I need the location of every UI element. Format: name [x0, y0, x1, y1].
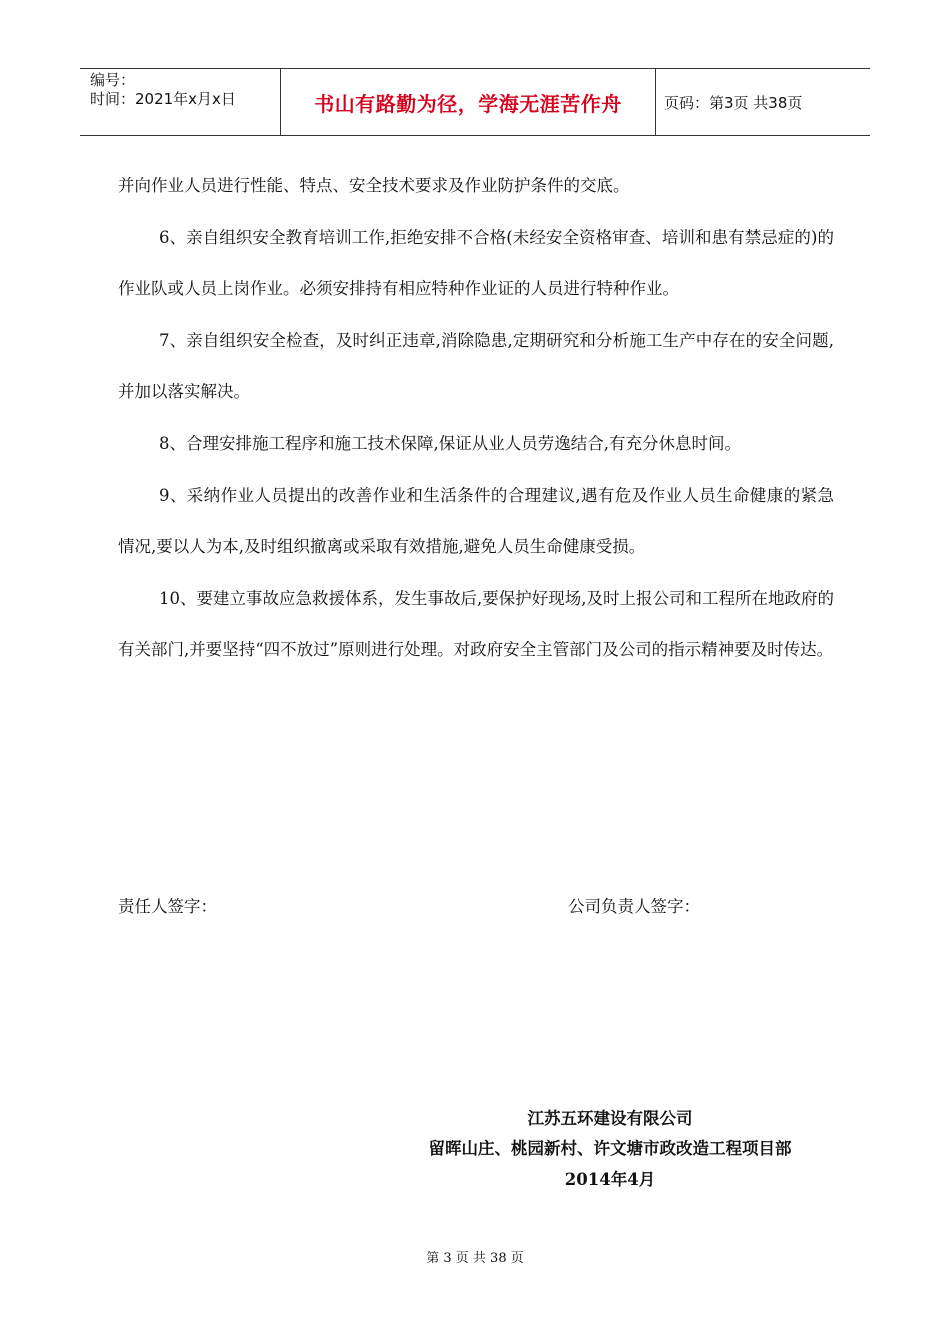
- document-number-label: 编号：: [90, 71, 136, 89]
- paragraph-item-8: 8、合理安排施工程序和施工技术保障,保证从业人员劳逸结合,有充分休息时间。: [159, 433, 741, 453]
- page-header: [80, 68, 870, 136]
- company-name: 江苏五环建设有限公司: [527, 1109, 693, 1128]
- header-motto: 书山有路勤为径，学海无涯苦作舟: [281, 69, 656, 135]
- paragraph-item-10: 10、要建立事故应急救援体系，发生事故后,要保护好现场,及时上报公司和工程所在地政府的有关部门,并要坚持“四不放过”原则进行处理。对政府安全主管部门及公司的指示精神要及时传达。: [118, 588, 834, 660]
- header-page-info: 页码：第3页 共38页: [664, 93, 803, 112]
- paragraph-item-6: 6、亲自组织安全教育培训工作,拒绝安排不合格(未经安全资格审查、培训和患有禁忌症的)的作业队或人员上岗作业。必须安排持有相应特种作业证的人员进行特种作业。: [118, 227, 834, 299]
- paragraph-item-7: 7、亲自组织安全检查，及时纠正违章,消除隐患,定期研究和分析施工生产中存在的安全问题,并加以落实解决。: [118, 330, 834, 402]
- paragraph-continuation: 并向作业人员进行性能、特点、安全技术要求及作业防护条件的交底。: [118, 176, 630, 195]
- company-head-signature-label: 公司负责人签字：: [568, 897, 700, 916]
- page-footer: 第 3 页 共 38 页: [426, 1251, 524, 1266]
- project-department: 留晖山庄、桃园新村、许文塘市政改造工程项目部: [428, 1139, 792, 1158]
- document-time: 时间：2021年x月x日: [90, 90, 236, 108]
- header-meta: [80, 69, 281, 135]
- responsible-signature-label: 责任人签字：: [118, 897, 217, 916]
- paragraph-item-9: 9、采纳作业人员提出的改善作业和生活条件的合理建议,遇有危及作业人员生命健康的紧急情况,要以人为本,及时组织撤离或采取有效措施,避免人员生命健康受损。: [118, 485, 834, 557]
- document-body: [118, 160, 834, 676]
- document-date: 2014年4月: [564, 1170, 656, 1189]
